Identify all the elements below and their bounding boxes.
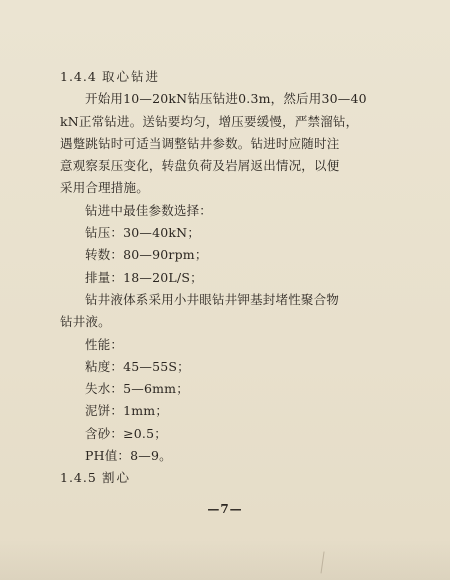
property-item: 泥饼：1mm； (85, 403, 169, 419)
section-title: 割心 (102, 470, 132, 486)
section-number: 1.4.4 (60, 69, 97, 84)
section-heading-1-4-5 (60, 467, 405, 489)
paragraph-line: 遇蹩跳钻时可适当调整钻井参数。钻进时应随时注 (60, 135, 340, 151)
param-item: 排量：18—20L/S； (85, 269, 203, 285)
paragraph-line: 采用合理措施。 (60, 180, 149, 196)
fluid-paragraph-line: 钻井液体系采用小井眼钻井钾基封堵性聚合物 (85, 291, 340, 307)
page-content (60, 66, 405, 490)
fluid-paragraph-line: 钻井液。 (60, 314, 111, 330)
property-item: PH值：8—9。 (85, 448, 172, 464)
section-title: 取心钻进 (102, 69, 161, 84)
properties-intro: 性能： (85, 336, 124, 352)
paper-crease (321, 551, 333, 574)
paragraph-line: 开始用10—20kN钻压钻进0.3m，然后用30—40 (85, 91, 367, 107)
param-item: 转数：80—90rpm； (85, 247, 208, 263)
property-item: 粘度：45—55S； (85, 358, 190, 374)
page-number: —7— (207, 502, 243, 516)
section-heading-1-4-4 (60, 66, 405, 88)
property-item: 含砂：≥0.5； (85, 425, 167, 441)
params-intro: 钻进中最佳参数选择： (85, 202, 213, 218)
property-item: 失水：5—6mm； (85, 381, 189, 397)
paragraph-line: 意观察泵压变化，转盘负荷及岩屑返出情况，以便 (60, 158, 340, 174)
param-item: 钻压：30—40kN； (85, 225, 201, 241)
section-number: 1.4.5 (60, 470, 97, 486)
paragraph-line: kN正常钻进。送钻要均匀，增压要缓慢，严禁溜钻， (60, 113, 359, 129)
